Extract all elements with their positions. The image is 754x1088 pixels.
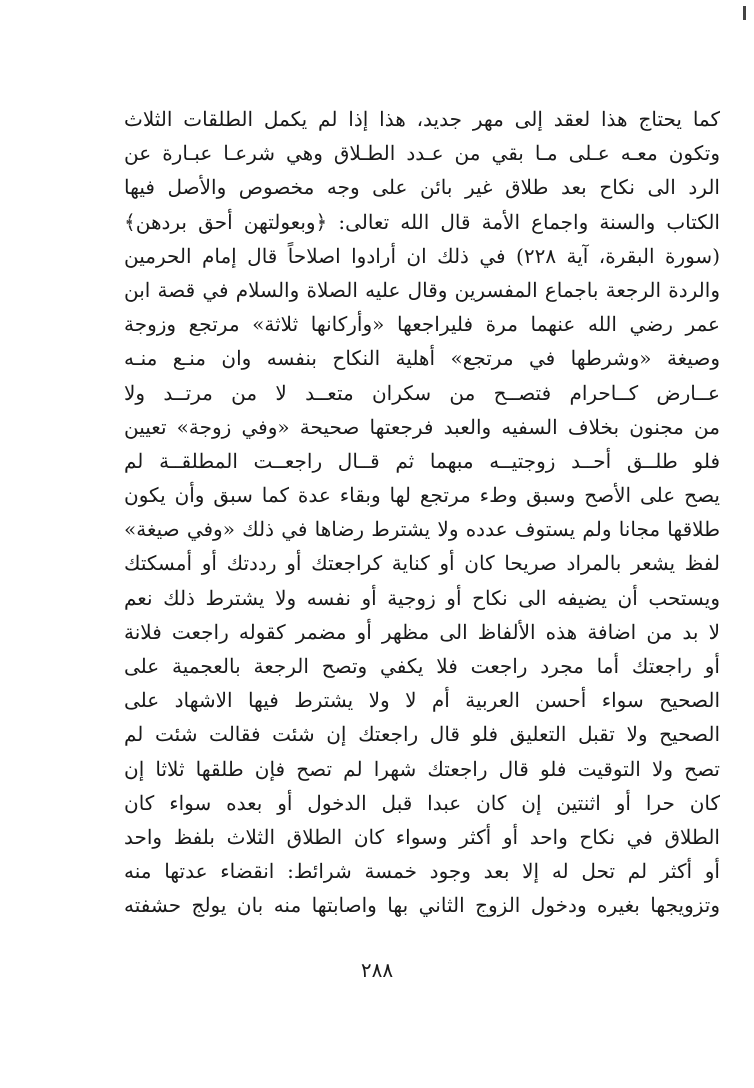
page-number: ٢٨٨ [360, 958, 394, 982]
text-line-7: عمر رضي الله عنهما مرة فليراجعها «وأركانها ثلاثة» مرتجع وزوجة [124, 312, 720, 337]
text-line-20: تصح ولا التوقيت فلو قال راجعتك شهرا لم تصح فإن طلقها ثلاثا إن [124, 756, 720, 781]
text-line-6: والردة الرجعة باجماع المفسرين وقال عليه الصلاة والسلام في قصة ابن [124, 277, 720, 302]
corner-mark [743, 6, 746, 20]
text-line-1: كما يحتاج هذا لعقد إلى مهر جديد، هذا إذا لم يكمل الطلقات الثلاث [124, 107, 720, 131]
text-line-8: وصيغة «وشرطها في مرتجع» أهلية النكاح بنفسه وان منـع منـه [124, 346, 720, 371]
text-line-2: وتكون معـه عـلى مـا بقي من عـدد الطـلاق وهي شرعـا عبـارة عن [124, 141, 720, 166]
text-line-14: لفظ يشعر بالمراد صريحا كان أو كناية كراجعتك أو رددتك أو أمسكتك [124, 551, 720, 576]
text-line-23: أو أكثر لم تحل له إلا بعد وجود خمسة شرائط: انقضاء عدتها منه [124, 859, 720, 884]
text-line-12: يصح على الأصح وسبق وطء مرتجع لها وبقاء عدة كما سبق وأن يكون [124, 483, 720, 508]
body-text [124, 102, 720, 923]
text-line-17: أو راجعتك أما مجرد راجعت فلا يكفي وتصح الرجعة بالعجمية على [124, 654, 720, 678]
text-line-9: عــارض كــاحرام فتصــح من سكران متعــد لا من مرتــد ولا [124, 380, 720, 405]
text-line-22: الطلاق في نكاح واحد أو أكثر وسواء كان الطلاق الثلاث بلفظ واحد [124, 824, 720, 849]
text-line-16: لا بد من اضافة هذه الألفاظ الى مظهر أو مضمر كقوله راجعت فلانة [124, 619, 720, 644]
text-line-13: طلاقها مجانا ولم يستوف عدده ولا يشترط رضاها في ذلك «وفي صيغة» [124, 517, 720, 542]
text-line-4: الكتاب والسنة واجماع الأمة قال الله تعالى: ﴿وبعولتهن أحق بردهن﴾ [124, 209, 720, 234]
text-line-11: فلو طلــق أحــد زوجتيــه مبهما ثم قــال راجعــت المطلقــة لم [124, 448, 720, 473]
text-line-21: كان حرا أو اثنتين إن كان عبدا قبل الدخول أو بعده سواء كان [124, 790, 720, 815]
text-line-18: الصحيح سواء أحسن العربية أم لا ولا يشترط فيها الاشهاد على [124, 688, 720, 713]
text-line-10: من مجنون بخلاف السفيه والعبد فرجعتها صحيحة «وفي زوجة» تعيين [124, 414, 720, 439]
text-line-15: ويستحب أن يضيفه الى نكاح أو زوجية أو نفسه ولا يشترط ذلك نعم [124, 585, 720, 610]
text-line-5: (سورة البقرة، آية ٢٢٨) في ذلك ان أرادوا اصلاحاً قال إمام الحرمين [124, 243, 720, 268]
text-line-3: الرد الى نكاح بعد طلاق غير بائن على وجه مخصوص والأصل فيها [124, 175, 720, 200]
text-line-19: الصحيح ولا تقبل التعليق فلو قال راجعتك إن شئت فقالت شئت لم [124, 722, 720, 747]
text-line-24: وتزويجها بغيره ودخول الزوج الثاني بها واصابتها منه بان يولج حشفته [124, 893, 720, 918]
